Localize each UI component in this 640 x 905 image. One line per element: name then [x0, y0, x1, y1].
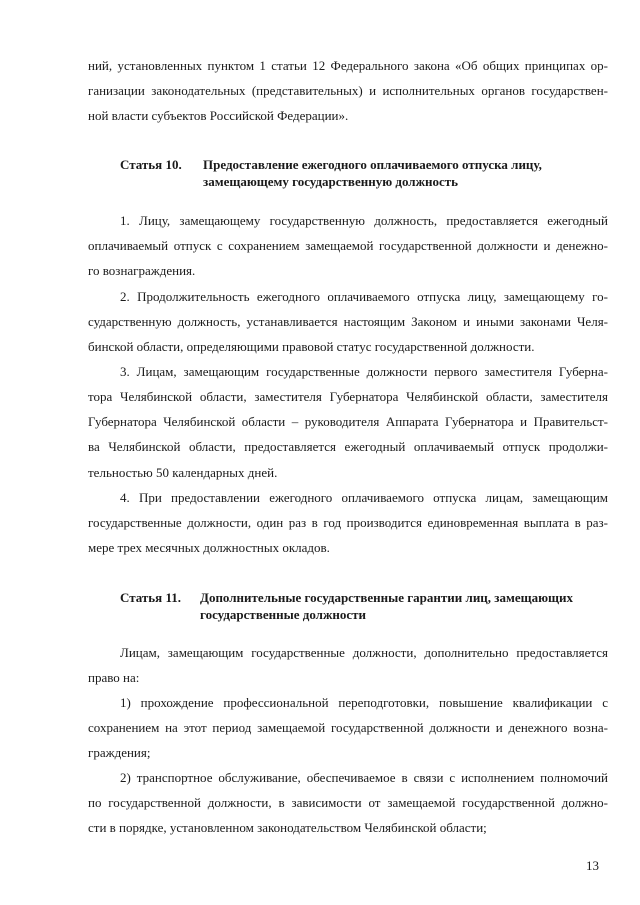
article-11-line: 2) транспортное обслуживание, обеспечиваемое в связи с исполнением полномочий	[120, 770, 608, 785]
article-11-line: по государственной должности, в зависимости от замещаемой государственной должно-	[88, 795, 608, 810]
article-10-line: тора Челябинской области, заместителя Губернатора Челябинской области, заместителя	[88, 389, 608, 404]
article-11-line: сохранением на этот период замещаемой государственной должности и денежного возна-	[88, 720, 608, 735]
article-10-number: Статья 10.	[120, 157, 182, 172]
article-10-line: тельностью 50 календарных дней.	[88, 465, 278, 480]
article-10-line: бинской области, определяющими правовой статус государственной должности.	[88, 339, 535, 354]
article-10-line: ва Челябинской области, предоставляется ежегодный оплачиваемый отпуск продолжи-	[88, 439, 608, 454]
article-10-line: мере трех месячных должностных окладов.	[88, 540, 330, 555]
article-11-line: право на:	[88, 670, 140, 685]
article-11-number: Статья 11.	[120, 590, 182, 605]
article-10-line: сударственную должность, устанавливается настоящим Законом и иными законами Челя-	[88, 314, 608, 329]
intro-line-2: ганизации законодательных (представительных) и исполнительных органов государствен-	[88, 83, 608, 98]
article-11-title-line-1: Дополнительные государственные гарантии лиц, замещающих	[200, 590, 574, 605]
article-10-line: 4. При предоставлении ежегодного оплачиваемого отпуска лицам, замещающим	[120, 490, 608, 505]
article-10-line: оплачиваемый отпуск с сохранением замещаемой государственной должности и денежно-	[88, 238, 608, 253]
article-10-line: 3. Лицам, замещающим государственные должности первого заместителя Губерна-	[120, 364, 608, 379]
article-10-line: го вознаграждения.	[88, 263, 196, 278]
intro-line-1: ний, установленных пунктом 1 статьи 12 Федерального закона «Об общих принципах ор-	[88, 58, 608, 73]
article-10-line: государственные должности, один раз в год производится единовременная выплата в раз-	[88, 515, 608, 530]
page-number: 13	[586, 858, 599, 873]
article-10-title-line-1: Предоставление ежегодного оплачиваемого отпуска лицу,	[203, 157, 542, 172]
article-10-line: Губернатора Челябинской области – руководителя Аппарата Губернатора и Правительст-	[88, 414, 608, 429]
article-11-line: граждения;	[88, 745, 151, 760]
article-10-line: 1. Лицу, замещающему государственную должность, предоставляется ежегодный	[120, 213, 608, 228]
article-11-line: сти в порядке, установленном законодательством Челябинской области;	[88, 820, 487, 835]
article-11-line: 1) прохождение профессиональной переподготовки, повышение квалификации с	[120, 695, 608, 710]
article-10-title-line-2: замещающему государственную должность	[203, 174, 459, 189]
article-11-line: Лицам, замещающим государственные должности, дополнительно предоставляется	[120, 645, 608, 660]
article-10-line: 2. Продолжительность ежегодного оплачиваемого отпуска лицу, замещающему го-	[120, 289, 608, 304]
article-11-title-line-2: государственные должности	[200, 607, 367, 622]
intro-line-3: ной власти субъектов Российской Федерации».	[88, 108, 349, 123]
